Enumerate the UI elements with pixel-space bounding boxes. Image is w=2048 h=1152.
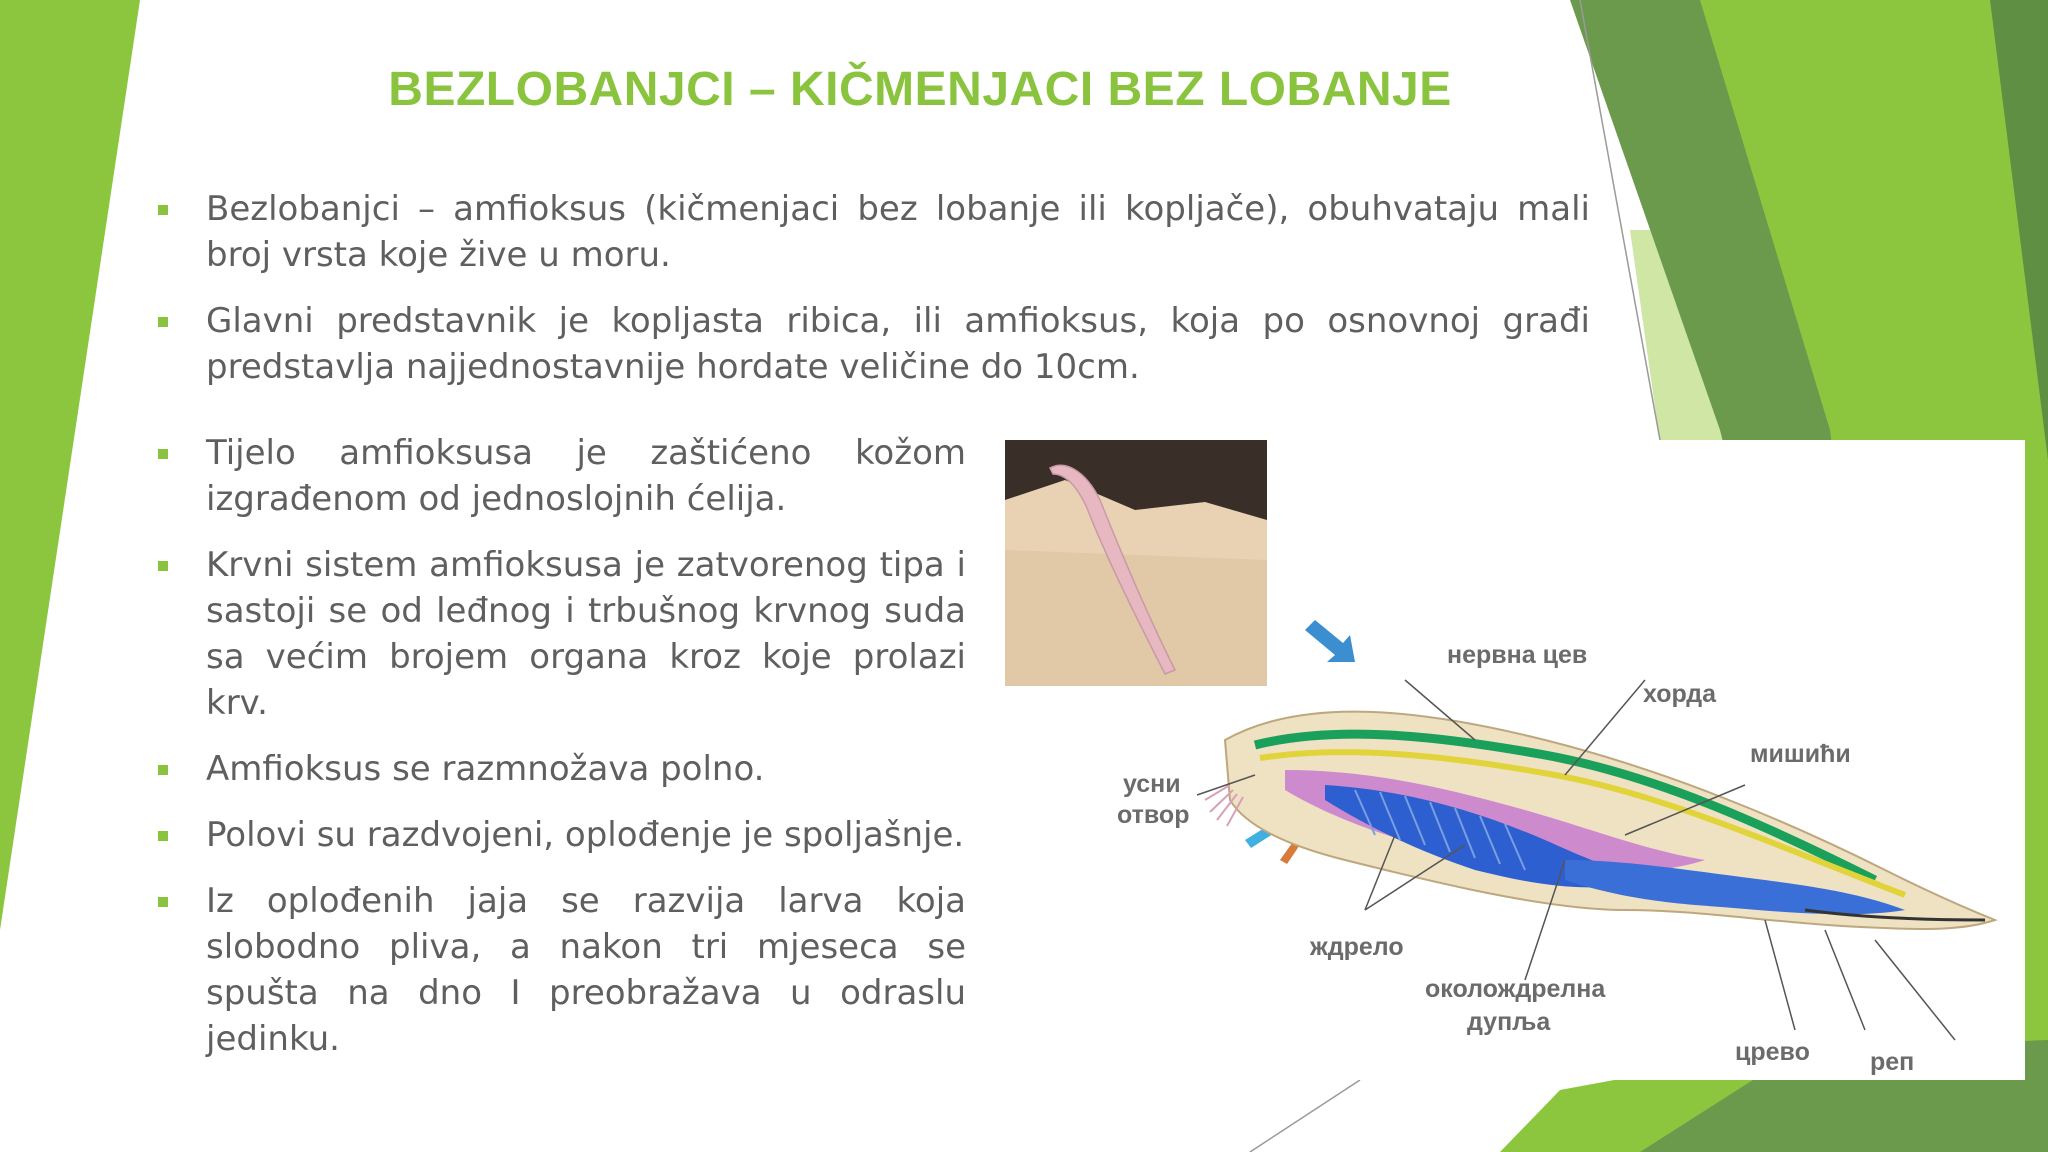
label-mouth-line2: отвор: [1117, 801, 1190, 829]
label-nerve-cord: нервна цев: [1447, 641, 1588, 669]
bullet-item: [158, 878, 966, 1062]
bullet-square-icon: [158, 317, 168, 327]
bullet-square-icon: [158, 561, 168, 571]
top-bullet-list: [158, 186, 1590, 410]
bullet-item: [158, 186, 1590, 278]
bullet-text: Amfioksus se razmnožava polno.: [206, 749, 765, 789]
label-mouth-line1: усни: [1123, 770, 1181, 798]
bottom-bullet-list: [158, 430, 966, 1082]
bullet-square-icon: [158, 205, 168, 215]
label-tail: реп: [1870, 1048, 1915, 1076]
bullet-item: [158, 298, 1590, 390]
bullet-square-icon: [158, 765, 168, 775]
bullet-square-icon: [158, 449, 168, 459]
label-peripharyngeal-cavity-line2: дупља: [1467, 1008, 1551, 1036]
label-notochord: хорда: [1643, 680, 1716, 708]
label-muscles: мишићи: [1750, 740, 1851, 768]
bullet-text: Tijelo amfioksusa je zaštićeno kožom izgrađenom od jednoslojnih ćelija.: [206, 433, 966, 519]
slide-title: BEZLOBANJCI – KIČMENJACI BEZ LOBANJE: [388, 63, 1452, 116]
left-green-band: [0, 0, 140, 930]
bullet-text: Iz oplođenih jaja se razvija larva koja slobodno pliva, a nakon tri mjeseca se spušta na dno I preobražava u odraslu jedinku.: [206, 881, 966, 1059]
bullet-item: [158, 746, 966, 792]
bullet-square-icon: [158, 897, 168, 907]
amphioxus-diagram: [1005, 440, 2025, 1080]
bullet-text: Polovi su razdvojeni, oplođenje je spoljašnje.: [206, 815, 965, 855]
bullet-square-icon: [158, 831, 168, 841]
amphioxus-photo: [1005, 440, 1267, 686]
label-pharynx: ждрело: [1310, 933, 1404, 961]
bullet-item: [158, 430, 966, 522]
thin-bottom-line: [1250, 1080, 1360, 1152]
bullet-item: [158, 542, 966, 726]
bullet-item: [158, 812, 966, 858]
bullet-text: Glavni predstavnik je kopljasta ribica, ili amfioksus, koja po osnovnoj građi predstavlja najjednostavnije hordate veličine do 10cm.: [206, 301, 1590, 387]
bullet-text: Krvni sistem amfioksusa je zatvorenog tipa i sastoji se od leđnog i trbušnog krvnog suda sa većim brojem organa kroz koje prolazi krv.: [206, 545, 966, 723]
bullet-text: Bezlobanjci – amfioksus (kičmenjaci bez lobanje ili kopljače), obuhvataju mali broj vrsta koje žive u moru.: [206, 189, 1590, 275]
label-peripharyngeal-cavity-line1: околождрелна: [1425, 975, 1606, 1003]
label-gut: црево: [1735, 1038, 1810, 1066]
